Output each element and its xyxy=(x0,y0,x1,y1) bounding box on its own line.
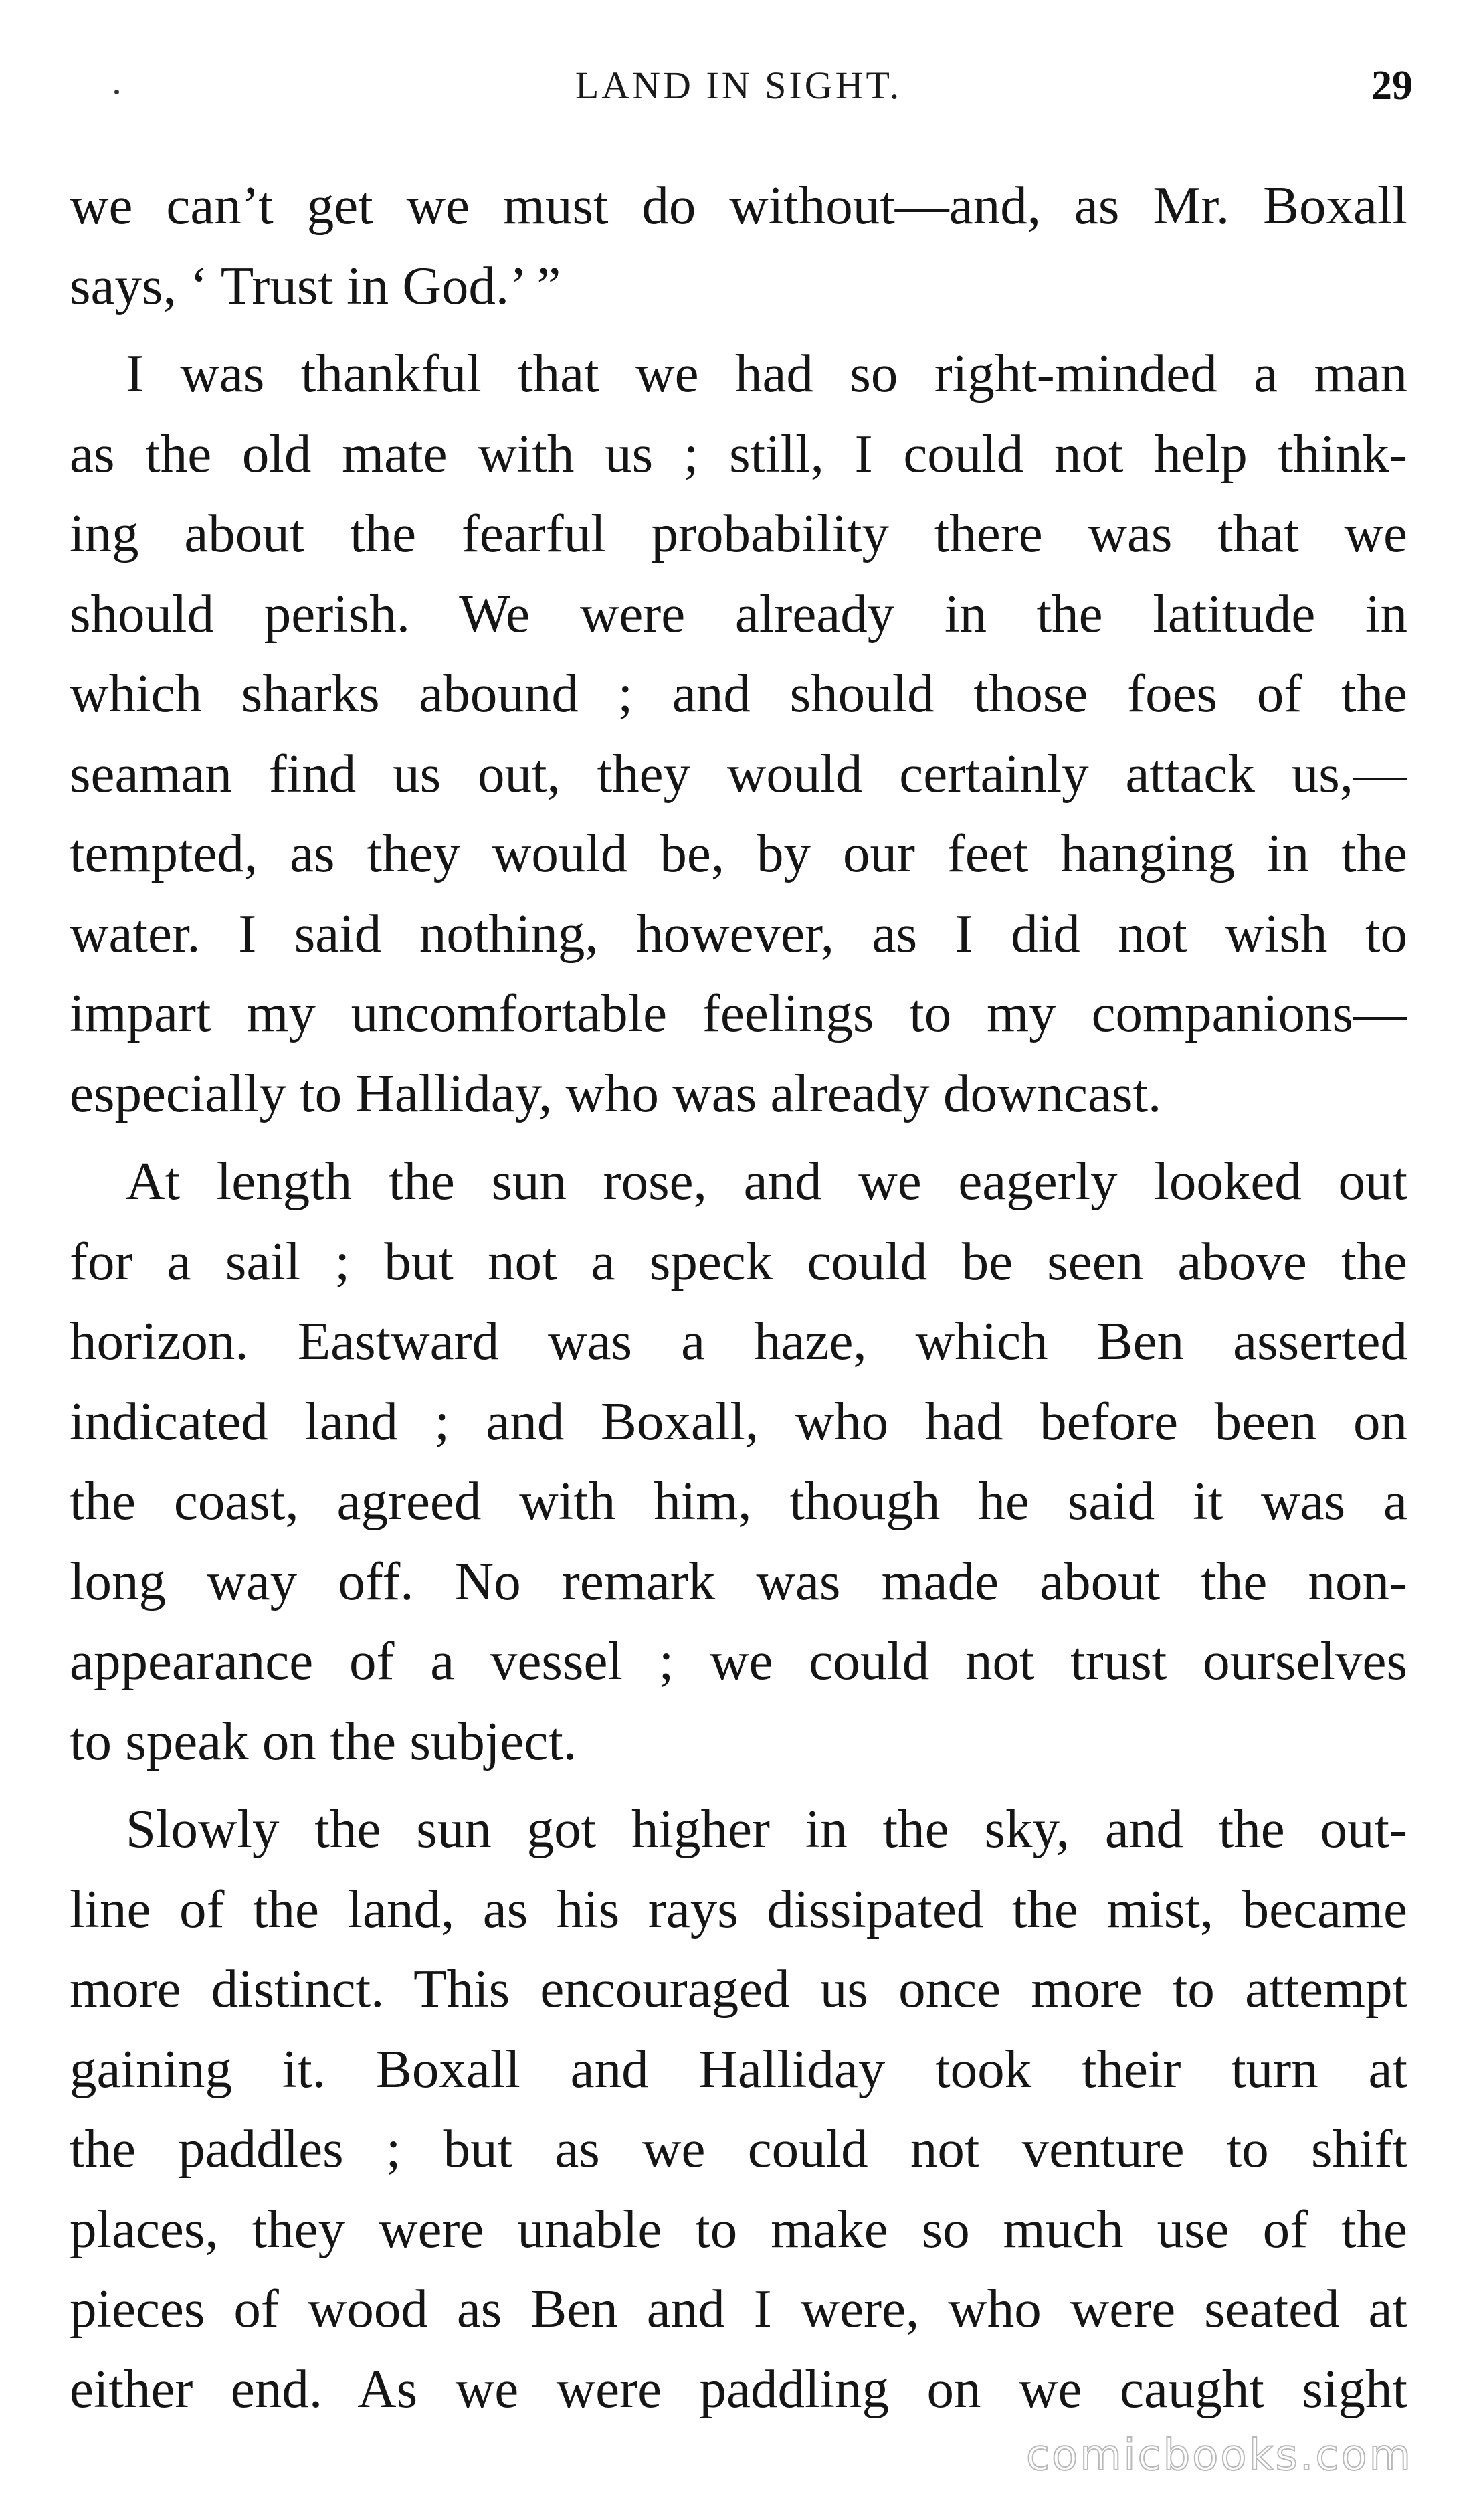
text-line: says, ‘ Trust in God.’ ” xyxy=(70,255,561,316)
text-line: to speak on the subject. xyxy=(70,1710,577,1771)
text-line: more distinct. This encouraged us once more to attempt xyxy=(70,1959,1407,2019)
text-line: I was thankful that we had so right-minded a man xyxy=(126,343,1407,403)
text-line: long way off. No remark was made about the non- xyxy=(70,1550,1407,1611)
text-line: water. I said nothing, however, as I did not wish to xyxy=(70,903,1407,964)
paragraph-2 xyxy=(70,334,1407,1134)
text-line: appearance of a vessel ; we could not trust ourselves xyxy=(70,1631,1407,1691)
body-text xyxy=(70,166,1407,2429)
text-line: as the old mate with us ; still, I could not help think- xyxy=(70,423,1407,484)
text-line: At length the sun rose, and we eagerly looked out xyxy=(126,1151,1407,1211)
text-line: we can’t get we must do without—and, as Mr. Boxall xyxy=(70,175,1407,236)
text-line: which sharks abound ; and should those foes of the xyxy=(70,663,1407,723)
text-line: places, they were unable to make so much use of the xyxy=(70,2198,1407,2259)
page-header xyxy=(0,59,1477,119)
text-line: impart my uncomfortable feelings to my companions— xyxy=(70,983,1407,1043)
text-line: pieces of wood as Ben and I were, who were seated at xyxy=(70,2278,1407,2339)
text-line: ing about the fearful probability there was that we xyxy=(70,503,1407,563)
paragraph-3 xyxy=(70,1142,1407,1781)
paragraph-4 xyxy=(70,1789,1407,2429)
text-line: the coast, agreed with him, though he said it was a xyxy=(70,1471,1407,1531)
text-line: horizon. Eastward was a haze, which Ben asserted xyxy=(70,1311,1407,1371)
text-line: the paddles ; but as we could not venture to shift xyxy=(70,2119,1407,2179)
page-number: 29 xyxy=(1371,63,1413,108)
paragraph-1 xyxy=(70,166,1407,326)
text-line: for a sail ; but not a speck could be seen above the xyxy=(70,1231,1407,1291)
text-line: tempted, as they would be, by our feet hanging in the xyxy=(70,823,1407,883)
watermark: comicbooks.com xyxy=(1025,2431,1413,2481)
text-line: line of the land, as his rays dissipated the mist, became xyxy=(70,1878,1407,1939)
text-line: Slowly the sun got higher in the sky, and the out- xyxy=(126,1799,1407,1859)
text-line: indicated land ; and Boxall, who had before been on xyxy=(70,1390,1407,1451)
running-title: LAND IN SIGHT. xyxy=(575,64,902,107)
text-line: especially to Halliday, who was already downcast. xyxy=(70,1063,1162,1123)
text-line: seaman find us out, they would certainly attack us,— xyxy=(70,743,1407,804)
text-line: either end. As we were paddling on we caught sight xyxy=(70,2358,1407,2419)
text-line: should perish. We were already in the latitude in xyxy=(70,583,1407,644)
text-line: gaining it. Boxall and Halliday took their turn at xyxy=(70,2038,1407,2099)
